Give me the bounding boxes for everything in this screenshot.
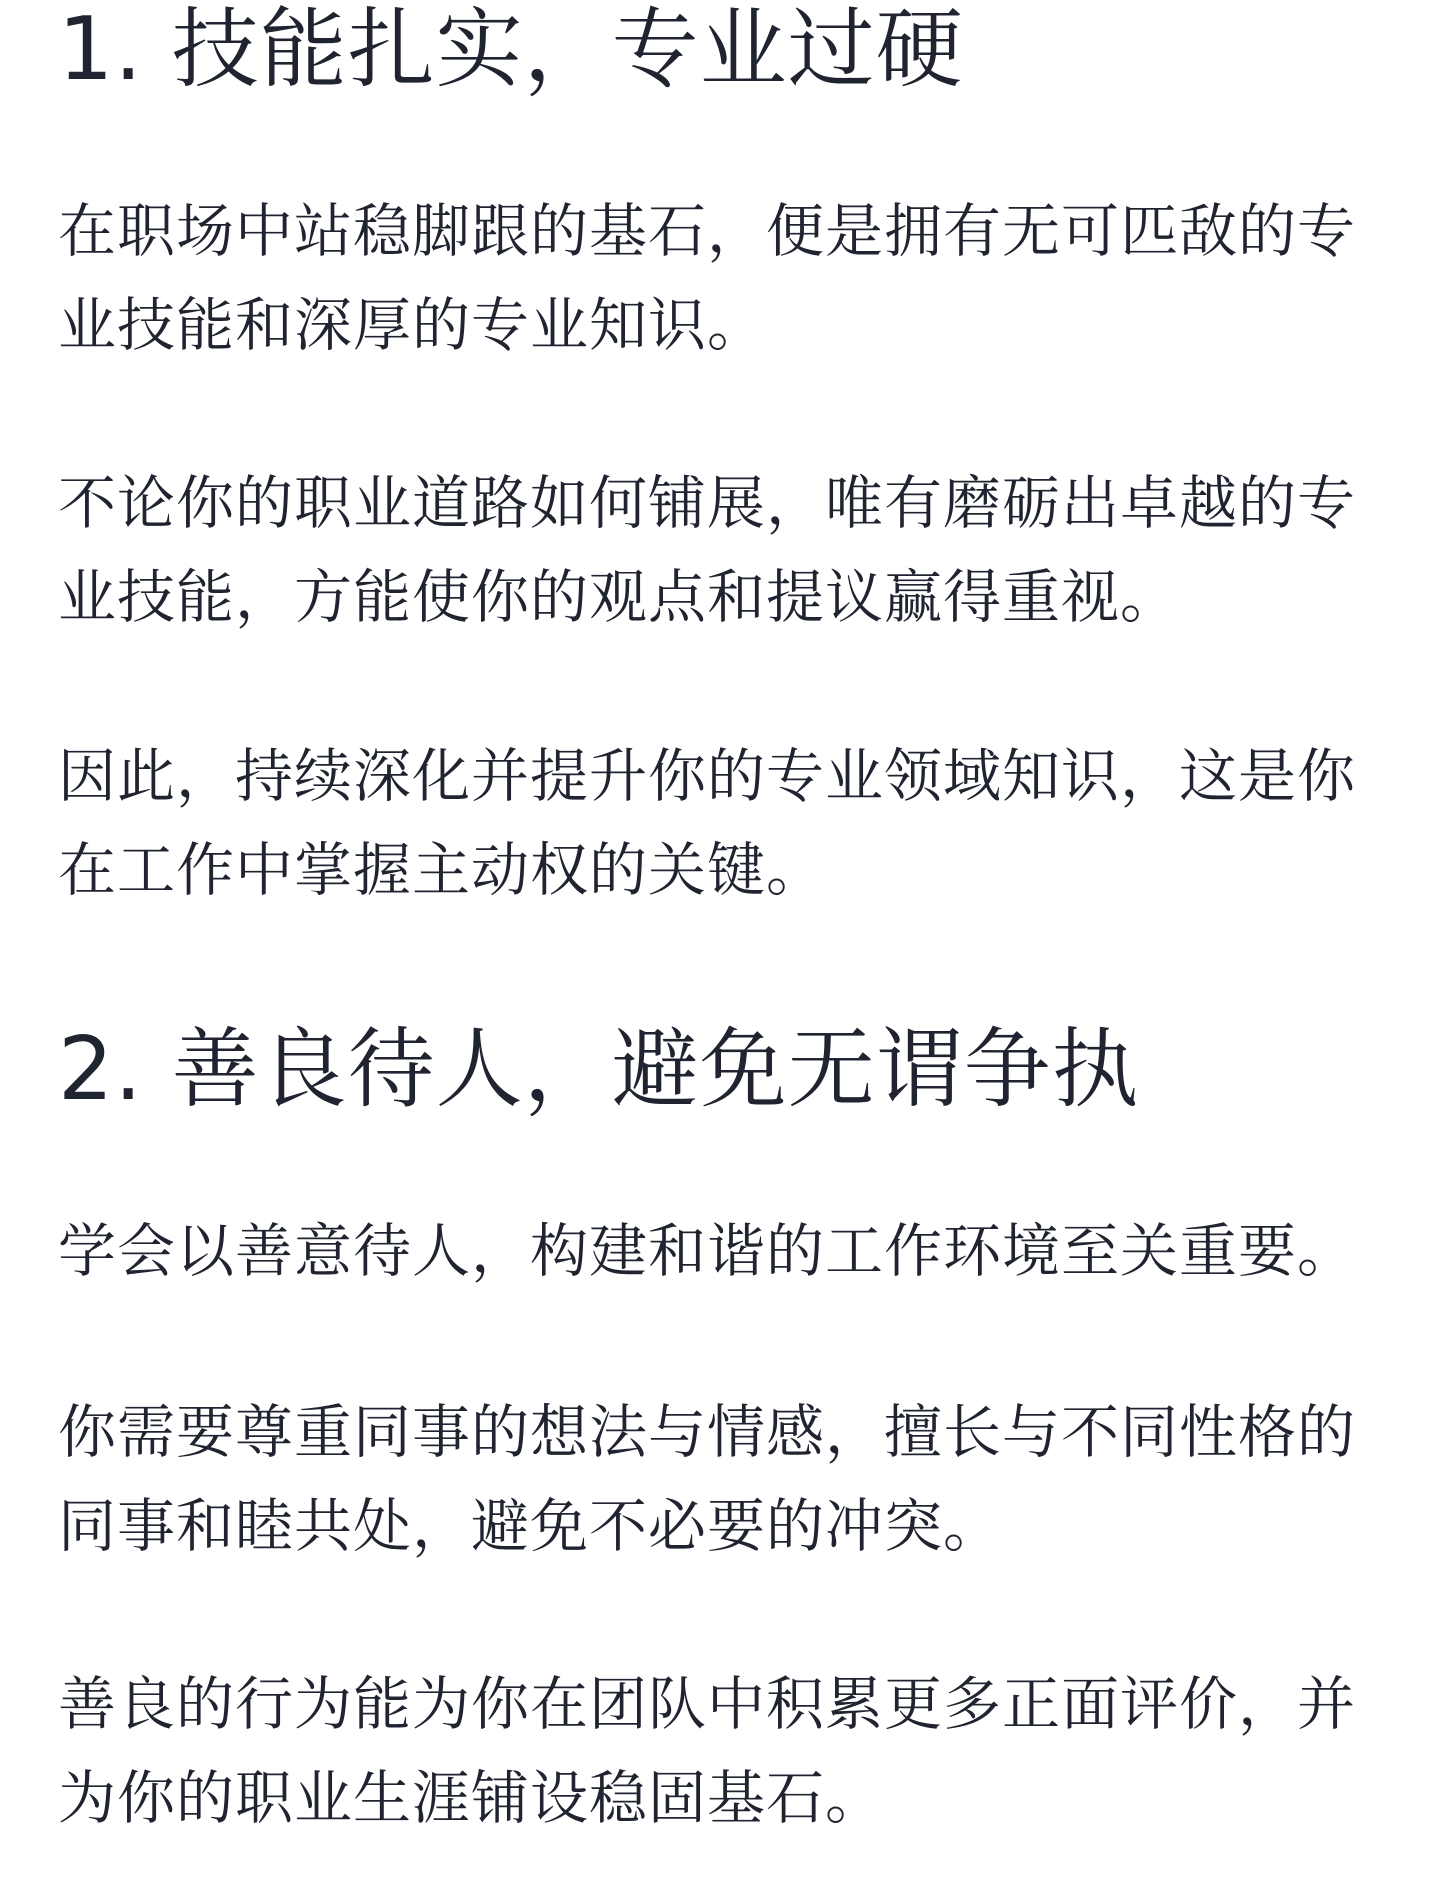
paragraph-3: 因此，持续深化并提升你的专业领域知识，这是你在工作中掌握主动权的关键。: [58, 742, 1357, 904]
paragraph-2: 不论你的职业道路如何铺展，唯有磨砺出卓越的专业技能，方能使你的观点和提议赢得重视。: [58, 469, 1357, 631]
paragraph-5: 你需要尊重同事的想法与情感，擅长与不同性格的同事和睦共处，避免不必要的冲突。: [58, 1398, 1357, 1560]
paragraph-6: 善良的行为能为你在团队中积累更多正面评价，并为你的职业生涯铺设稳固基石。: [58, 1670, 1357, 1832]
section-heading-1: 1. 技能扎实，专业过硬: [58, 0, 964, 100]
section-heading-2: 2. 善良待人，避免无谓争执: [58, 1018, 1140, 1120]
paragraph-1: 在职场中站稳脚跟的基石，便是拥有无可匹敌的专业技能和深厚的专业知识。: [58, 197, 1357, 359]
paragraph-4: 学会以善意待人，构建和谐的工作环境至关重要。: [58, 1217, 1357, 1285]
